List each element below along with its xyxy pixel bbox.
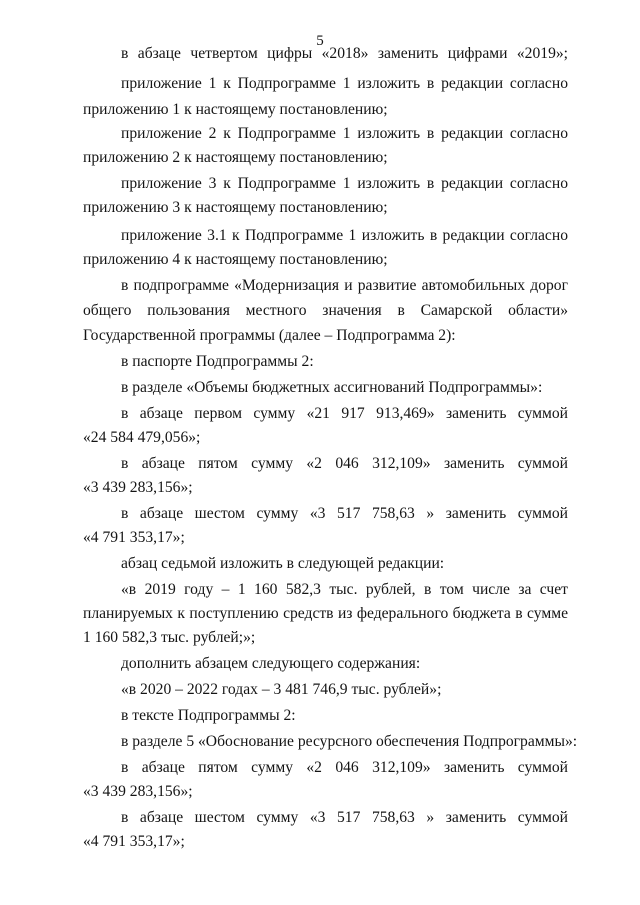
text-line: в разделе «Объемы бюджетных ассигнований Подпрограммы»: xyxy=(121,379,543,396)
text-line: приложение 3 к Подпрограмме 1 изложить в редакции согласно xyxy=(121,175,568,192)
text-line: приложению 3 к настоящему постановлению; xyxy=(83,199,388,216)
text-line: в разделе 5 «Обоснование ресурсного обеспечения Подпрограммы»: xyxy=(121,733,578,750)
page-number: 5 xyxy=(316,33,324,49)
text-line: 1 160 582,3 тыс. рублей;»; xyxy=(83,629,256,646)
text-line: в абзаце пятом сумму «2 046 312,109» заменить суммой xyxy=(121,455,568,472)
text-line: приложение 2 к Подпрограмме 1 изложить в редакции согласно xyxy=(121,125,568,142)
text-line: в подпрограмме «Модернизация и развитие автомобильных дорог xyxy=(121,277,568,294)
text-line: абзац седьмой изложить в следующей редакции: xyxy=(121,555,445,572)
text-line: дополнить абзацем следующего содержания: xyxy=(121,655,421,672)
text-line: планируемых к поступлению средств из федерального бюджета в сумме xyxy=(83,605,568,622)
text-line: «3 439 283,156»; xyxy=(83,783,193,800)
text-line: в абзаце первом сумму «21 917 913,469» заменить суммой xyxy=(121,405,568,422)
text-line: приложению 1 к настоящему постановлению; xyxy=(83,101,388,118)
text-line: приложение 3.1 к Подпрограмме 1 изложить в редакции согласно xyxy=(121,227,568,244)
text-line: в абзаце шестом сумму «3 517 758,63 » заменить суммой xyxy=(121,505,568,522)
text-line: «в 2019 году – 1 160 582,3 тыс. рублей, в том числе за счет xyxy=(121,581,568,598)
text-line: в абзаце пятом сумму «2 046 312,109» заменить суммой xyxy=(121,759,568,776)
text-line: приложению 4 к настоящему постановлению; xyxy=(83,251,388,268)
text-line: в абзаце четвертом цифры «2018» заменить цифрами «2019»; xyxy=(121,45,568,62)
text-line: в тексте Подпрограммы 2: xyxy=(121,707,296,724)
text-line: приложению 2 к настоящему постановлению; xyxy=(83,149,388,166)
text-line: общего пользования местного значения в Самарской области» xyxy=(83,302,568,319)
text-line: Государственной программы (далее – Подпрограмма 2): xyxy=(83,327,456,344)
text-line: «24 584 479,056»; xyxy=(83,429,201,446)
text-line: «в 2020 – 2022 годах – 3 481 746,9 тыс. рублей»; xyxy=(121,681,442,698)
text-line: в паспорте Подпрограммы 2: xyxy=(121,353,314,370)
text-line: приложение 1 к Подпрограмме 1 изложить в редакции согласно xyxy=(121,75,568,92)
text-line: «4 791 353,17»; xyxy=(83,833,185,850)
text-line: в абзаце шестом сумму «3 517 758,63 » заменить суммой xyxy=(121,809,568,826)
text-line: «4 791 353,17»; xyxy=(83,529,185,546)
text-line: «3 439 283,156»; xyxy=(83,479,193,496)
